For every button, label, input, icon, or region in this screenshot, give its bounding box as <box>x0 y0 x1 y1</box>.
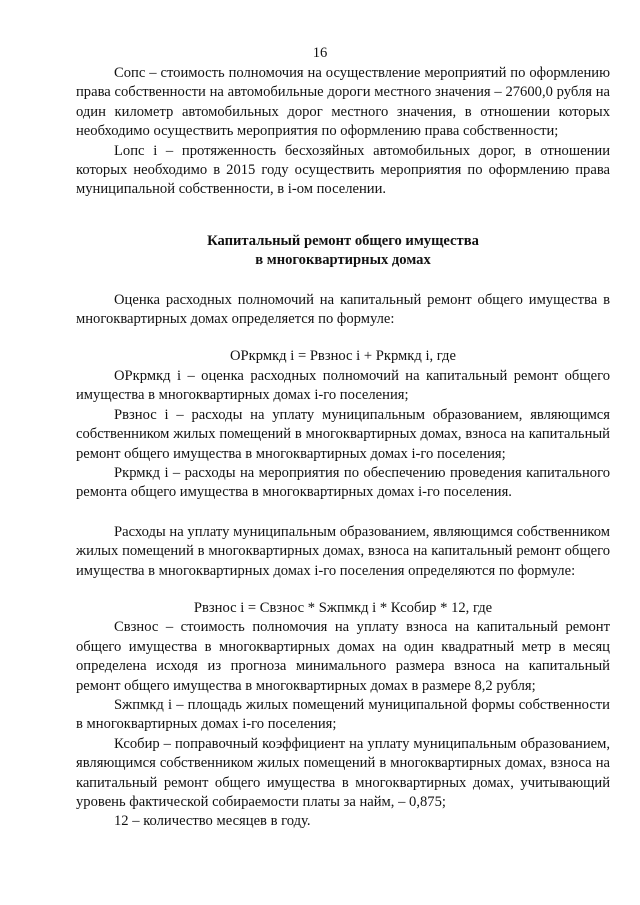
paragraph-expenses-intro: Расходы на уплату муниципальным образованием, являющимся собственником жилых помещений в многоквартирных домах, взноса на капитальный ремонт общего имущества в многоквартирных домах i-го поселения определяются по формуле: <box>76 523 610 579</box>
paragraph-ksobir-definition: Ксобир – поправочный коэффициент на уплату муниципальным образованием, являющимся собственником жилых помещений в многоквартирных домах, взноса на капитальный ремонт общего имущества в многоквартирных домах, учитывающий уровень фактической собираемости платы за найм, – 0,875; <box>76 735 610 810</box>
paragraph-szhpmkd-definition: Sжпмкд i – площадь жилых помещений муниципальной формы собственности в многоквартирных домах i-го поселения; <box>76 696 610 733</box>
section-heading <box>76 232 610 271</box>
paragraph-lops-definition: Lопс i – протяженность бесхозяйных автомобильных дорог, в отношении которых необходимо в 2015 году осуществить мероприятия по оформлению права муниципальной собственности, в i-ом поселении. <box>76 142 610 198</box>
page-number: 16 <box>312 45 328 61</box>
paragraph-orkrmkd-definition: ОРкрмкд i – оценка расходных полномочий на капитальный ремонт общего имущества в многоквартирных домах i-го поселения; <box>76 367 610 404</box>
formula-rvznos: Рвзнос i = Свзнос * Sжпмкд i * Ксобир * 12, где <box>193 599 493 616</box>
paragraph-rvznos-definition: Рвзнос i – расходы на уплату муниципальным образованием, являющимся собственником жилых помещений в многоквартирных домах, взноса на капитальный ремонт общего имущества в многоквартирных домах i-го поселения; <box>76 406 610 462</box>
formula-orkrmkd: ОРкрмкд i = Рвзнос i + Ркрмкд i, где <box>230 348 456 365</box>
paragraph-rkrmkd-definition: Ркрмкд i – расходы на мероприятия по обеспечению проведения капитального ремонта общего имущества в многоквартирных домах i-го поселения. <box>76 464 610 501</box>
paragraph-sops-definition: Сопс – стоимость полномочия на осуществление мероприятий по оформлению права собственности на автомобильные дороги местного значения – 27600,0 рубля на один километр автомобильных дорог местного значения, в отношении которых необходимо осуществить мероприятия по оформлению права собственности; <box>76 65 610 140</box>
paragraph-svznos-definition: Свзнос – стоимость полномочия на уплату взноса на капитальный ремонт общего имущества в многоквартирных домах на один квадратный метр в месяц определена исходя из прогноза минимального размера взноса на капитальный ремонт общего имущества в многоквартирных домах в размере 8,2 рубля; <box>76 619 610 694</box>
paragraph-months-definition: 12 – количество месяцев в году. <box>114 813 311 830</box>
paragraph-assessment-intro: Оценка расходных полномочий на капитальный ремонт общего имущества в многоквартирных домах определяется по формуле: <box>76 291 610 328</box>
section-heading-line-1: Капитальный ремонт общего имущества <box>207 232 479 249</box>
section-heading-line-2: в многоквартирных домах <box>255 252 431 269</box>
page-content <box>76 64 610 832</box>
